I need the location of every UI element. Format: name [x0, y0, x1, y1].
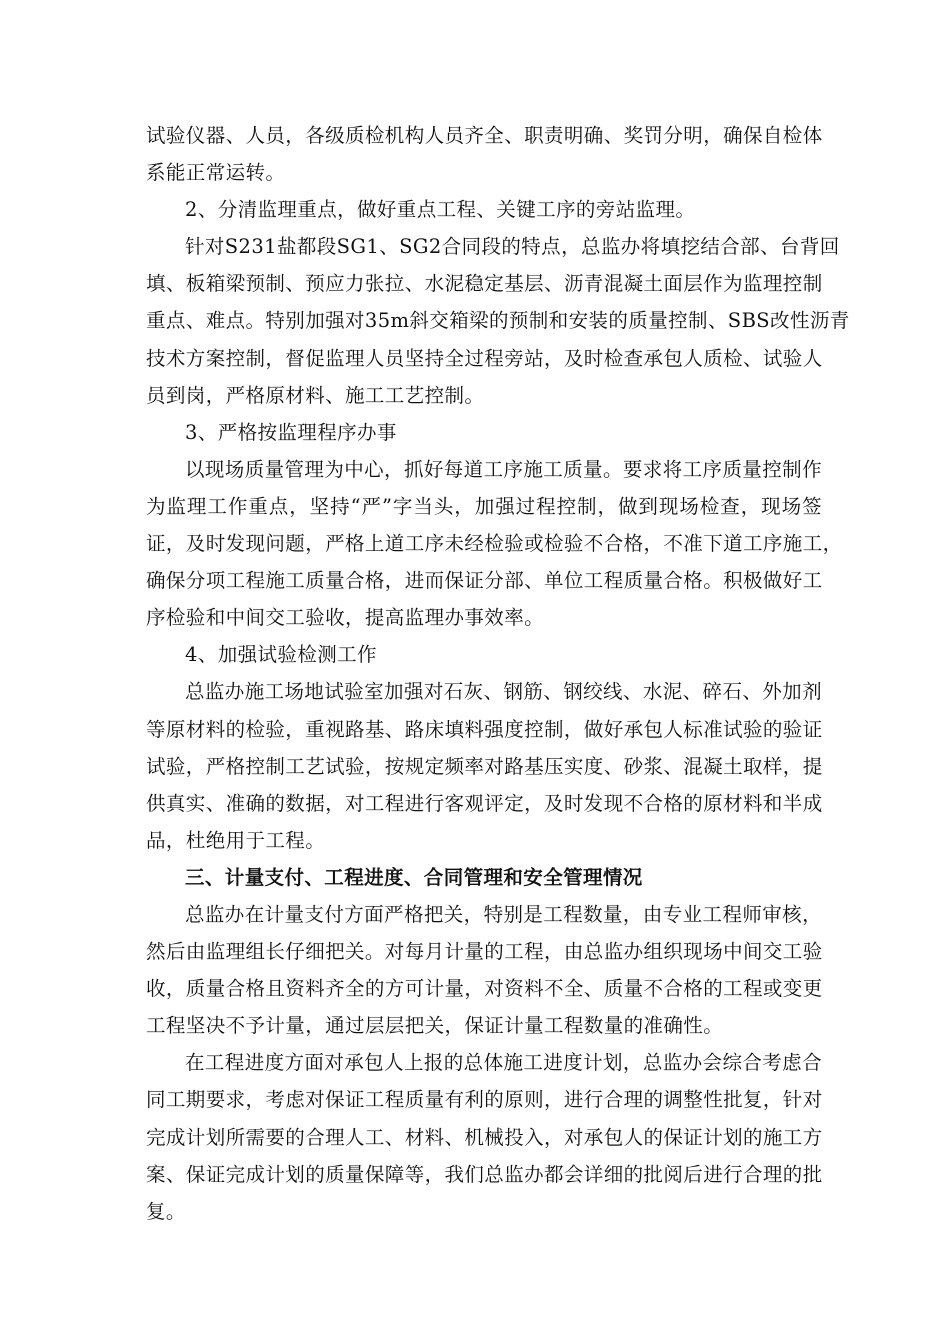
chapter-heading: 三、计量支付、工程进度、合同管理和安全管理情况 — [185, 865, 643, 889]
paragraph-line: 工程坚决不予计量，通过层层把关，保证计量工程数量的准确性。 — [146, 1014, 724, 1038]
section-heading-4: 4、加强试验检测工作 — [185, 643, 377, 667]
paragraph-line: 确保分项工程施工质量合格，进而保证分部、单位工程质量合格。积极做好工 — [146, 569, 823, 593]
paragraph-line: 序检验和中间交工验收，提高监理办事效率。 — [146, 606, 545, 630]
paragraph-line: 总监办施工场地试验室加强对石灰、钢筋、钢绞线、水泥、碎石、外加剂 — [185, 680, 822, 704]
paragraph-line: 完成计划所需要的合理人工、材料、机械投入，对承包人的保证计划的施工方 — [146, 1125, 823, 1149]
paragraph-line: 复。 — [146, 1199, 186, 1223]
paragraph-line: 为监理工作重点，坚持“严”字当头，加强过程控制，做到现场检查，现场签 — [146, 494, 822, 518]
paragraph-line: 等原材料的检验，重视路基、路床填料强度控制，做好承包人标准试验的验证 — [146, 717, 823, 741]
paragraph-line: 填、板箱梁预制、预应力张拉、水泥稳定基层、沥青混凝土面层作为监理控制 — [146, 272, 823, 296]
paragraph-line: 员到岗，严格原材料、施工工艺控制。 — [146, 383, 485, 407]
paragraph-line: 系能正常运转。 — [146, 161, 286, 185]
paragraph-line: 重点、难点。特别加强对35m斜交箱梁的预制和安装的质量控制、SBS改性沥青 — [146, 309, 850, 333]
paragraph-line: 品，杜绝用于工程。 — [146, 828, 326, 852]
paragraph-line: 试验，严格控制工艺试验，按规定频率对路基压实度、砂浆、混凝土取样，提 — [146, 754, 823, 778]
paragraph-line: 证，及时发现问题，严格上道工序未经检验或检验不合格，不准下道工序施工， — [146, 532, 843, 556]
paragraph-line: 针对S231盐都段SG1、SG2合同段的特点，总监办将填挖结合部、台背回 — [185, 235, 840, 259]
document-page — [146, 117, 850, 1230]
section-heading-3: 3、严格按监理程序办事 — [185, 420, 397, 444]
paragraph-line: 同工期要求，考虑对保证工程质量有利的原则，进行合理的调整性批复，针对 — [146, 1088, 823, 1112]
paragraph-line: 案、保证完成计划的质量保障等，我们总监办都会详细的批阅后进行合理的批 — [146, 1162, 823, 1186]
paragraph-line: 在工程进度方面对承包人上报的总体施工进度计划，总监办会综合考虑合 — [185, 1051, 822, 1075]
section-heading-2: 2、分清监理重点，做好重点工程、关键工序的旁站监理。 — [185, 198, 696, 222]
paragraph-line: 然后由监理组长仔细把关。对每月计量的工程，由总监办组织现场中间交工验 — [146, 940, 823, 964]
paragraph-line: 以现场质量管理为中心，抓好每道工序施工质量。要求将工序质量控制作 — [185, 457, 822, 481]
paragraph-line: 供真实、准确的数据，对工程进行客观评定，及时发现不合格的原材料和半成 — [146, 791, 823, 815]
paragraph-line: 总监办在计量支付方面严格把关，特别是工程数量，由专业工程师审核， — [185, 902, 822, 926]
paragraph-line: 试验仪器、人员，各级质检机构人员齐全、职责明确、奖罚分明，确保自检体 — [146, 124, 823, 147]
paragraph-line: 收，质量合格且资料齐全的方可计量，对资料不全、质量不合格的工程或变更 — [146, 977, 823, 1001]
paragraph-line: 技术方案控制，督促监理人员坚持全过程旁站，及时检查承包人质检、试验人 — [146, 346, 823, 370]
